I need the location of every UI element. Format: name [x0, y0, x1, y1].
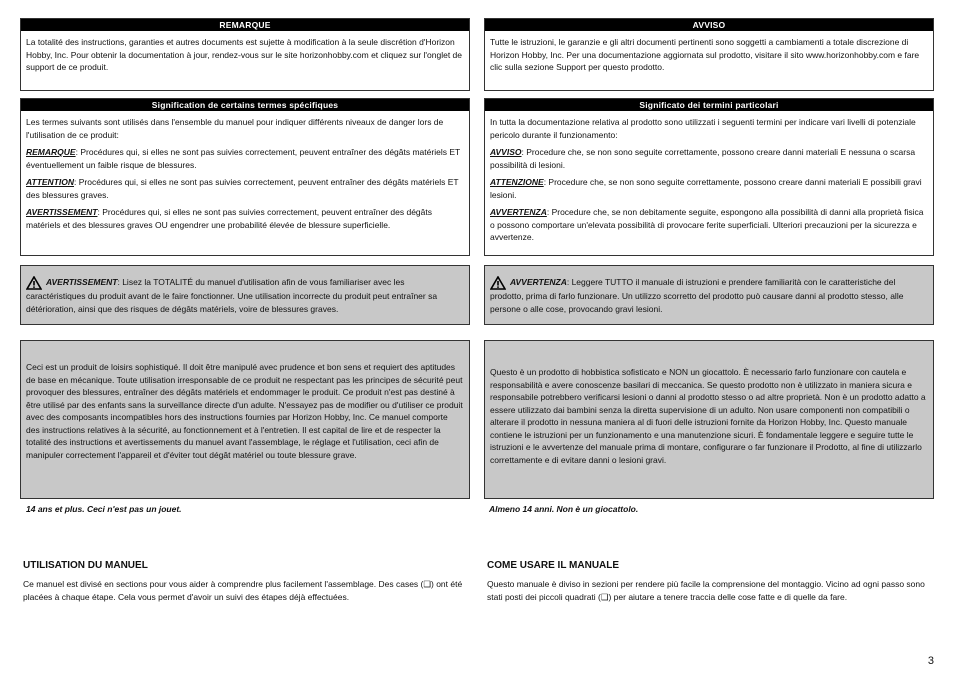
it-term-label: AVVERTENZA [490, 207, 547, 217]
fr-terms-intro: Les termes suivants sont utilisés dans l'ensemble du manuel pour indiquer différents niveaux de danger lors de l'utilisation de ce produit: [26, 117, 444, 140]
it-warning-text: : Leggere TUTTO il manuale di istruzioni e prendere familiarità con le caratteristiche del prodotto, prima di farlo funzionare. Un utilizzo scorretto del prodotto può causare danni al prodotto stesso, alle persone o alle cose, provocando gravi lesioni. [490, 277, 904, 314]
it-usage-text: Questo manuale è diviso in sezioni per rendere più facile la comprensione del montaggio. Vicino ad ogni passo sono stati posti dei piccoli quadrati (❑) per aiutare a tenere traccia delle cose fatte e di quelle da fare. [487, 579, 925, 602]
fr-safety-box [20, 340, 470, 499]
it-term-item [490, 206, 927, 244]
it-warning-term: AVVERTENZA [510, 277, 567, 287]
fr-usage-text: Ce manuel est divisé en sections pour vous aider à comprendre plus facilement l'assemblage. Des cases (❑) ont été placées à chaque étape. Cela vous permet d'avoir un suivi des étapes déjà effectuées. [23, 579, 463, 602]
it-safety-box [484, 340, 934, 499]
fr-terms-header: Signification de certains termes spécifiques [21, 99, 469, 111]
fr-safety-text: Ceci est un produit de loisirs sophistiqué. Il doit être manipulé avec prudence et bon sens et requiert des aptitudes de base en mécanique. Toute utilisation irresponsable de ce produit ne respectant pas les principes de sécurité peut provoquer des blessures, entraîner des dégâts matériels et endommager le produit. Ce produit n'est pas destiné à être utilisé par des enfants sans la surveillance directe d'un adulte. N'essayez pas de modifier ou d'utiliser ce produit avec des composants incompatibles hors des instructions fournies par Horizon Hobby, Inc. Ce manuel comporte des instructions relatives à la sécurité, au fonctionnement et à l'entretien. Il est capital de lire et de respecter la totalité des instructions et avertissements du manuel avant l'assemblage, le réglage et l'utilisation, ceci afin de manipuler correctement l'appareil et d'éviter tout dégât matériel ou toute blessure grave. [26, 362, 463, 460]
fr-notice-text: La totalité des instructions, garanties et autres documents est sujette à modification à la seule discrétion d'Horizon Hobby, Inc. Pour obtenir la documentation à jour, rendez-vous sur le site horizonhobby.com et cliquez sur l'onglet de support de ce produit. [26, 37, 462, 72]
it-usage-title: COME USARE IL MANUALE [487, 560, 620, 571]
fr-term-desc: : Procédures qui, si elles ne sont pas suivies correctement, peuvent entraîner des dégâts matériels et des blessures graves OU engendrer une probabilité élevée de blessure superficielle. [26, 207, 433, 230]
it-safety-text: Questo è un prodotto di hobbistica sofisticato e NON un giocattolo. È necessario farlo funzionare con cautela e responsabilità e avere conoscenze basilari di meccanica. Se questo prodotto non è utilizzato in maniera sicura e responsabile potrebbero verificarsi lesioni o danni al prodotto stesso o ad altre proprietà. Non è un prodotto adatto a essere utilizzato dai bambini senza la diretta supervisione di un adulto. Non usare componenti non compatibili o alterare il prodotto in nessuna maniera al di fuori delle istruzioni fornite da Horizon Hobby, Inc. Questo manuale contiene le istruzioni per un funzionamento e una manutenzione sicuri. È fondamentale leggere e seguire tutte le istruzioni e le avvertenze del manuale prima di montare, configurare o far funzionare il Prodotto, al fine di utilizzarlo correttamente e di evitare danni o lesioni gravi. [490, 367, 926, 465]
fr-warning-text: : Lisez la TOTALITÉ du manuel d'utilisation afin de vous familiariser avec les caractéristiques du produit avant de le faire fonctionner. Une utilisation incorrecte du produit peut entraîner sa détérioration, ainsi que des risques de dégâts matériels, voire de blessures graves. [26, 277, 438, 314]
it-terms-header: Significato dei termini particolari [485, 99, 933, 111]
it-term-desc: : Procedure che, se non debitamente seguite, espongono alla possibilità di danni alla proprietà fisica o possono comportare un'elevata possibilità di provocare ferite superficiali. Ulteriori precauzioni per la sicurezza e avvertenze. [490, 207, 924, 242]
fr-term-label: REMARQUE [26, 147, 76, 157]
it-age-notice: Almeno 14 anni. Non è un giocattolo. [489, 504, 639, 514]
fr-notice-box [20, 18, 470, 91]
it-terms-box [484, 98, 934, 256]
it-warning-box [484, 265, 934, 325]
fr-term-item [26, 206, 463, 231]
fr-term-item [26, 176, 463, 201]
fr-term-item [26, 146, 463, 171]
warning-triangle-icon [26, 276, 42, 290]
it-term-desc: : Procedure che, se non sono seguite correttamente, possono creare danni materiali E nessuna o scarsa possibilità di lesioni. [490, 147, 916, 170]
page-number: 3 [927, 655, 934, 667]
it-term-desc: : Procedure che, se non sono seguite correttamente, possono creare danni materiali E possibili gravi lesioni. [490, 177, 922, 200]
fr-terms-box [20, 98, 470, 256]
fr-age-notice: 14 ans et plus. Ceci n'est pas un jouet. [26, 504, 182, 514]
fr-warning-box [20, 265, 470, 325]
fr-notice-header: REMARQUE [21, 19, 469, 31]
it-notice-box [484, 18, 934, 91]
it-term-item [490, 146, 927, 171]
fr-term-label: AVERTISSEMENT [26, 207, 98, 217]
it-notice-text: Tutte le istruzioni, le garanzie e gli altri documenti pertinenti sono soggetti a cambiamenti a totale discrezione di Horizon Hobby, Inc. Per una documentazione aggiornata sul prodotto, visitare il sito www.horizonhobby.com e fare clic sulla sezione Support per questo prodotto. [490, 37, 920, 72]
it-term-label: ATTENZIONE [490, 177, 544, 187]
it-terms-intro: In tutta la documentazione relativa al prodotto sono utilizzati i seguenti termini per indicare vari livelli di potenziale pericolo durante il funzionamento: [490, 117, 916, 140]
fr-term-label: ATTENTION [26, 177, 75, 187]
it-term-label: AVVISO [490, 147, 522, 157]
it-notice-header: AVVISO [485, 19, 933, 31]
fr-term-desc: : Procédures qui, si elles ne sont pas suivies correctement, peuvent entraîner des dégâts matériels ET éventuellement un faible risque de blessures. [26, 147, 461, 170]
it-term-item [490, 176, 927, 201]
warning-triangle-icon [490, 276, 506, 290]
fr-warning-term: AVERTISSEMENT [46, 277, 118, 287]
fr-term-desc: : Procédures qui, si elles ne sont pas suivies correctement, peuvent entraîner des dégâts matériels ET des blessures graves. [26, 177, 459, 200]
fr-usage-title: UTILISATION DU MANUEL [23, 560, 148, 571]
